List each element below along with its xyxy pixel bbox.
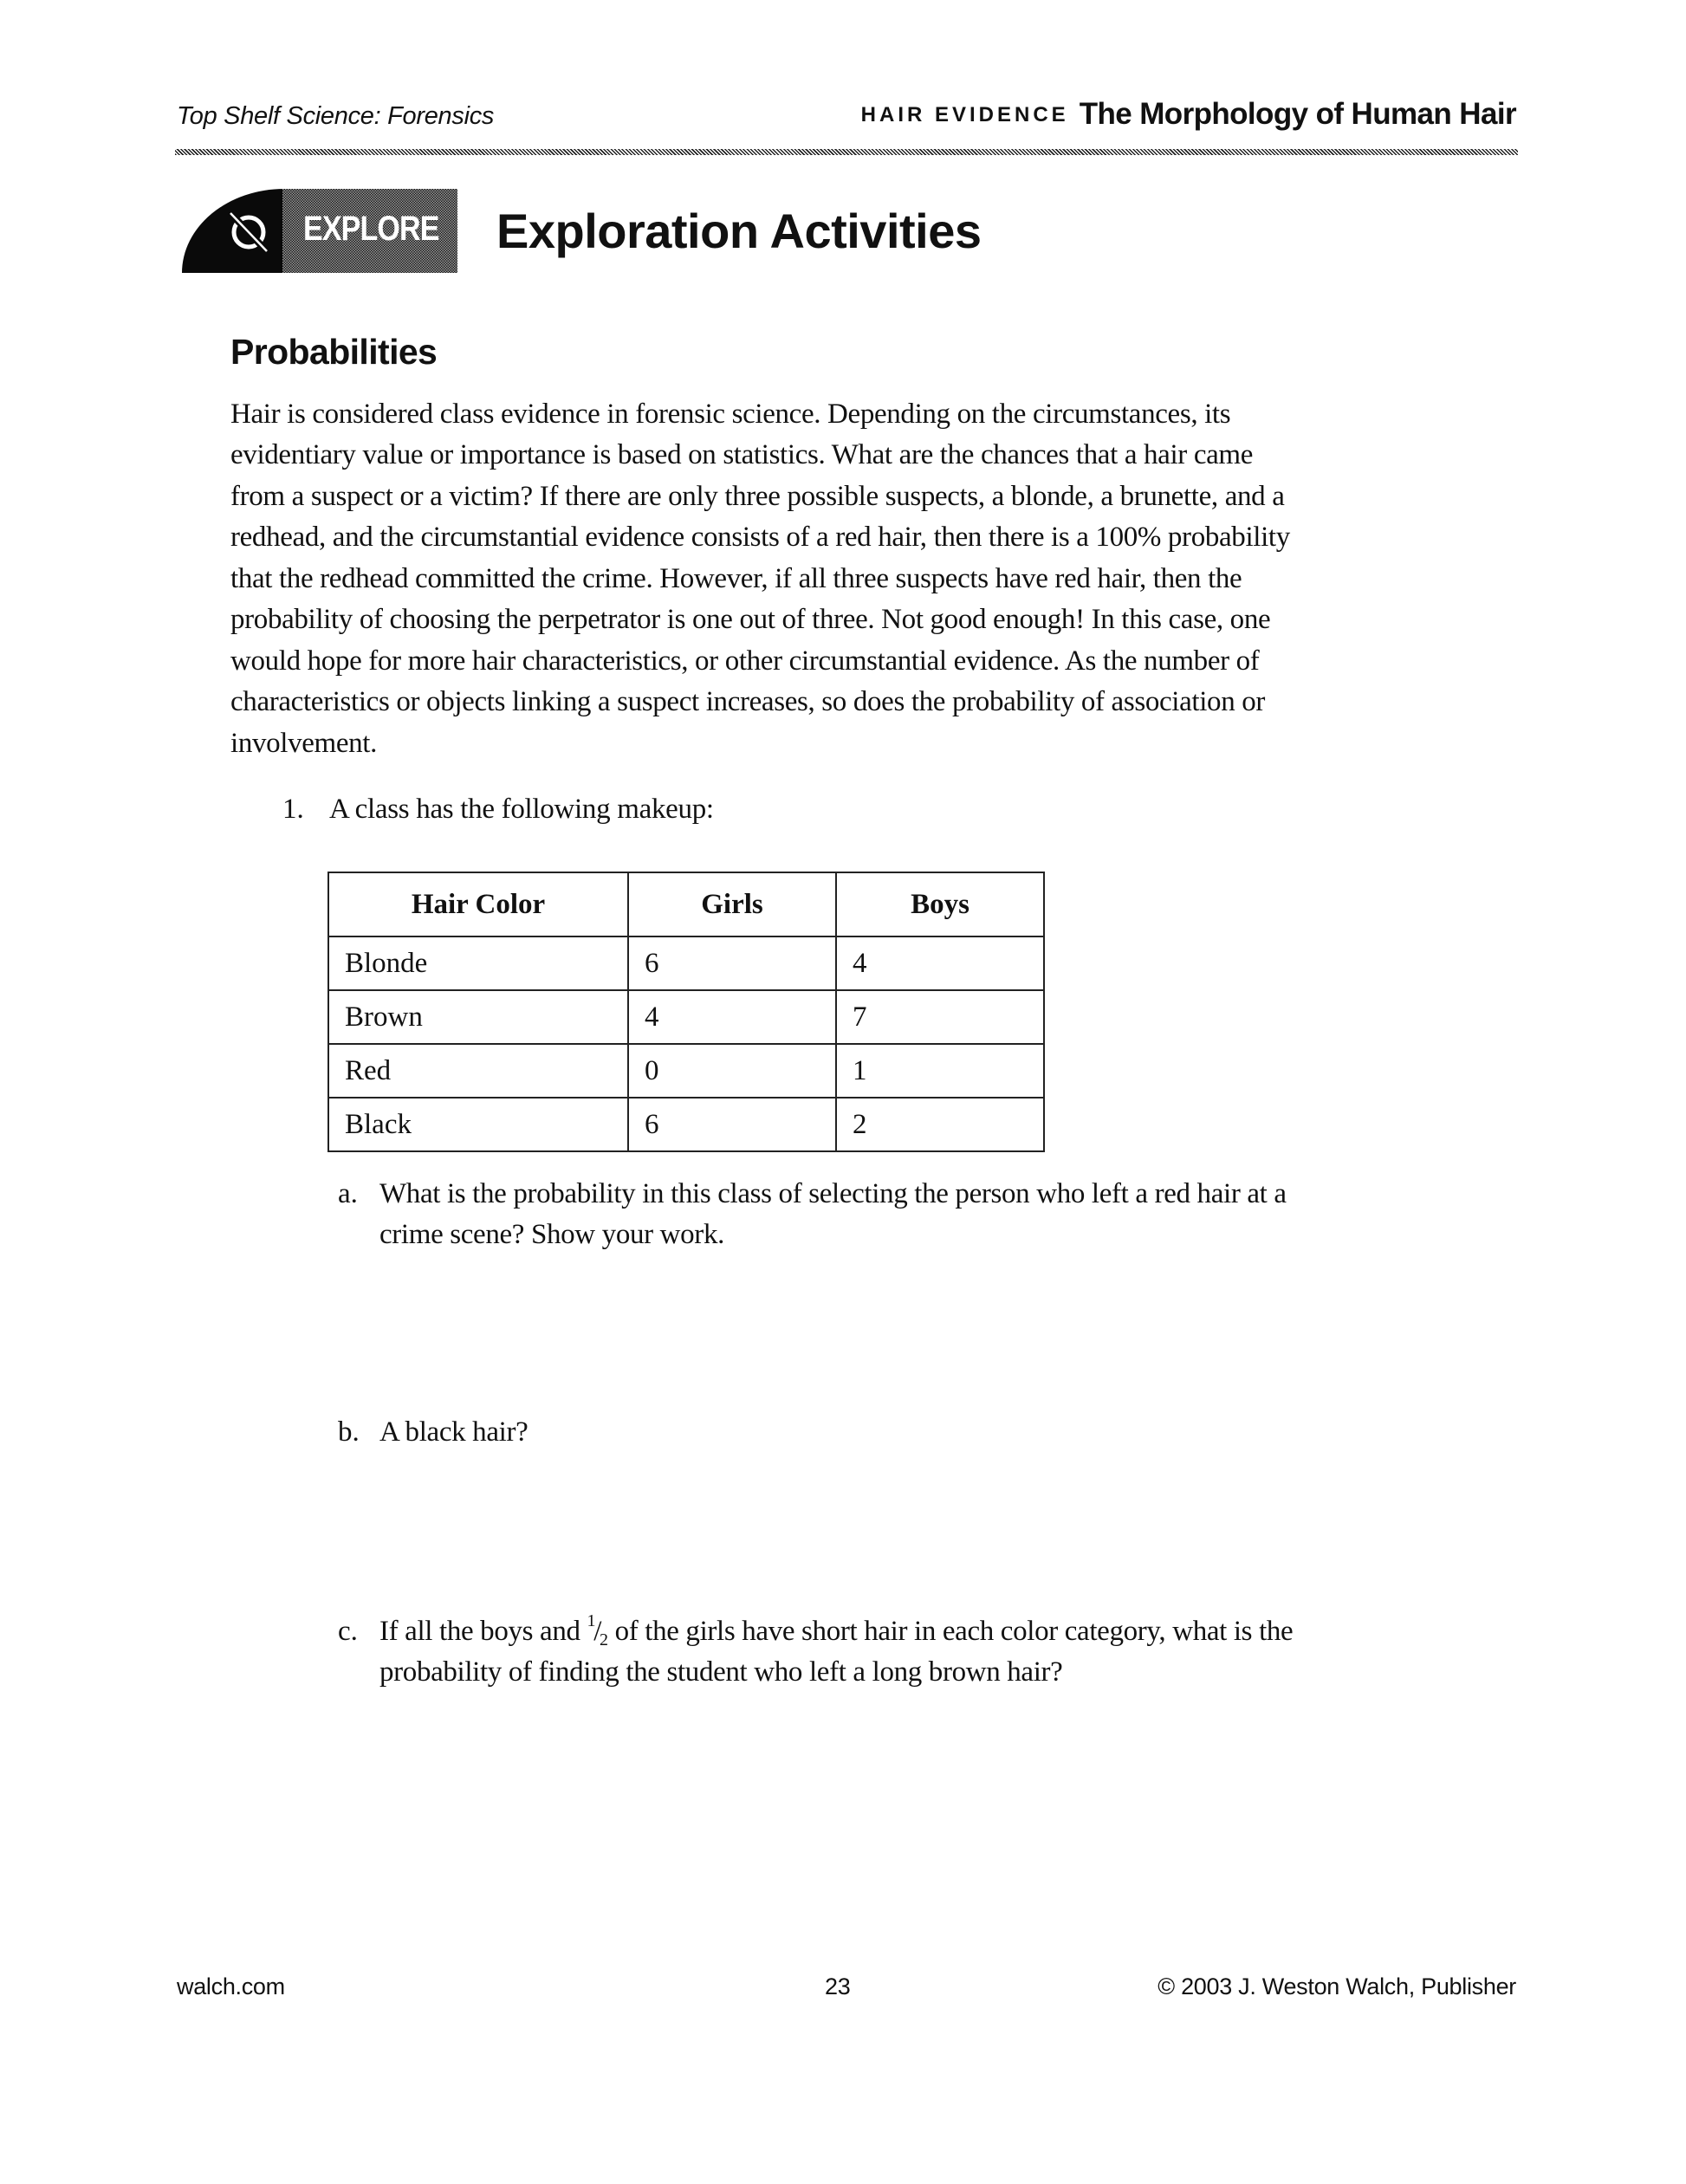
section-label: HAIR EVIDENCE [860, 103, 1069, 126]
body-line: characteristics or objects linking a suspect increases, so does the probability of association or [230, 686, 1266, 717]
fraction-denominator: 2 [600, 1630, 608, 1649]
body-line: probability of choosing the perpetrator is one out of three. Not good enough! In this case, one [230, 604, 1271, 635]
table-row [328, 936, 1044, 990]
body-line: from a suspect or a victim? If there are only three possible suspects, a blonde, a brunette, and a [230, 481, 1285, 512]
part-b-letter: b. [338, 1416, 360, 1448]
part-c-text-before: If all the boys and [379, 1616, 580, 1647]
body-line: would hope for more hair characteristics, or other circumstantial evidence. As the number of [230, 645, 1260, 677]
table-row [328, 1098, 1044, 1151]
section-heading: Probabilities [230, 332, 438, 372]
column-header-girls: Girls [628, 872, 836, 936]
fraction-slash: / [593, 1616, 602, 1647]
cell-hair-color: Black [328, 1098, 628, 1151]
cell-girls: 4 [628, 990, 836, 1044]
book-title: Top Shelf Science: Forensics [177, 102, 495, 130]
fraction-one-half [587, 1611, 608, 1649]
page-number: 23 [825, 1973, 851, 1999]
header-divider [175, 149, 1518, 155]
part-b-text: A black hair? [379, 1416, 528, 1448]
body-line: involvement. [230, 728, 378, 759]
running-head [861, 97, 1516, 132]
cell-hair-color: Brown [328, 990, 628, 1044]
planet-icon [225, 208, 272, 255]
explore-banner [182, 189, 457, 273]
part-c-letter: c. [338, 1616, 358, 1647]
page-title: Exploration Activities [496, 204, 982, 258]
hair-color-table [327, 872, 1045, 1152]
part-a-text: crime scene? Show your work. [379, 1219, 724, 1250]
footer-website: walch.com [177, 1973, 285, 1999]
body-line: evidentiary value or importance is based on statistics. What are the chances that a hair came [230, 439, 1254, 470]
banner-label: EXPLORE [303, 210, 439, 248]
column-header-hair-color: Hair Color [328, 872, 628, 936]
cell-hair-color: Red [328, 1044, 628, 1098]
part-a-text: What is the probability in this class of selecting the person who left a red hair at a [379, 1178, 1287, 1209]
table-header-row [328, 872, 1044, 936]
cell-girls: 6 [628, 1098, 836, 1151]
table-row [328, 1044, 1044, 1098]
question-text: A class has the following makeup: [329, 794, 714, 825]
part-c-text: probability of finding the student who left a long brown hair? [379, 1656, 1063, 1688]
cell-boys: 2 [836, 1098, 1044, 1151]
part-c-text-after: of the girls have short hair in each color category, what is the [614, 1616, 1294, 1647]
cell-boys: 7 [836, 990, 1044, 1044]
part-c-text [379, 1611, 1294, 1649]
table-row [328, 990, 1044, 1044]
part-a-letter: a. [338, 1178, 358, 1209]
body-line: Hair is considered class evidence in forensic science. Depending on the circumstances, its [230, 399, 1231, 430]
cell-girls: 6 [628, 936, 836, 990]
chapter-title: The Morphology of Human Hair [1079, 97, 1516, 131]
cell-boys: 4 [836, 936, 1044, 990]
footer-copyright: © 2003 J. Weston Walch, Publisher [1158, 1973, 1516, 1999]
column-header-boys: Boys [836, 872, 1044, 936]
cell-hair-color: Blonde [328, 936, 628, 990]
body-line: redhead, and the circumstantial evidence consists of a red hair, then there is a 100% probability [230, 522, 1290, 553]
question-number: 1. [282, 794, 304, 825]
cell-boys: 1 [836, 1044, 1044, 1098]
fraction-numerator: 1 [587, 1611, 596, 1630]
body-line: that the redhead committed the crime. However, if all three suspects have red hair, then the [230, 563, 1242, 594]
cell-girls: 0 [628, 1044, 836, 1098]
